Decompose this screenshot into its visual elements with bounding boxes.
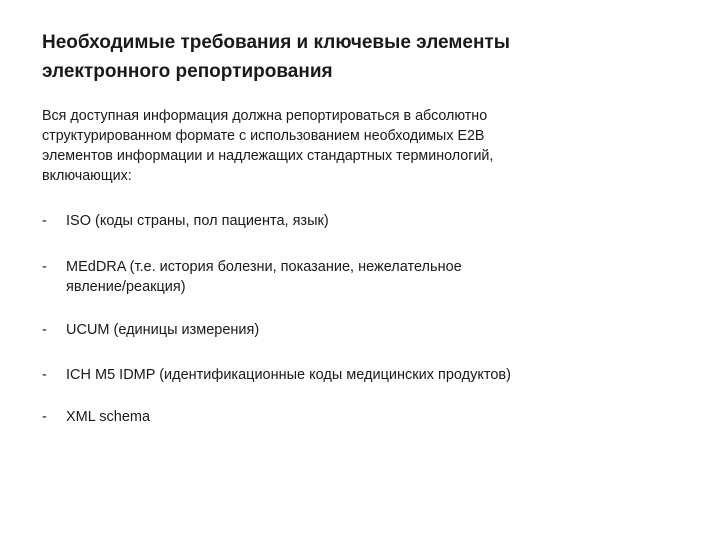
list-item-line: UCUM (единицы измерения) [66,322,260,338]
list-item-line: ICH M5 IDMP (идентификационные коды медицинских продуктов) [66,367,511,383]
bullet-dash: - [42,259,47,275]
bullet-dash: - [42,322,47,338]
list-item-line: MEdDRA (т.е. история болезни, показание, нежелательное [66,259,462,275]
title-line: электронного репортирования [42,61,333,82]
list-item-text [66,211,329,231]
list-item [42,257,462,297]
list-item-line: ISO (коды страны, пол пациента, язык) [66,213,329,229]
list-item [42,407,150,427]
slide-title [42,28,662,86]
intro-line: Вся доступная информация должна репортироваться в абсолютно [42,108,488,124]
list-item [42,211,329,231]
list-item-text [66,365,511,385]
bullet-dash: - [42,213,47,229]
list-item-line: XML schema [66,409,151,425]
list-item-line: явление/реакция) [66,279,186,295]
intro-line: элементов информации и надлежащих стандартных терминологий, [42,148,494,164]
intro-paragraph [42,106,642,186]
list-item [42,320,259,340]
title-line: Необходимые требования и ключевые элементы [42,32,510,53]
list-item [42,365,511,385]
list-item-text [66,407,150,427]
list-item-text [66,320,259,340]
intro-line: включающих: [42,168,132,184]
list-item-text [66,257,462,297]
bullet-dash: - [42,409,47,425]
bullet-dash: - [42,367,47,383]
intro-line: структурированном формате с использованием необходимых E2B [42,128,485,144]
